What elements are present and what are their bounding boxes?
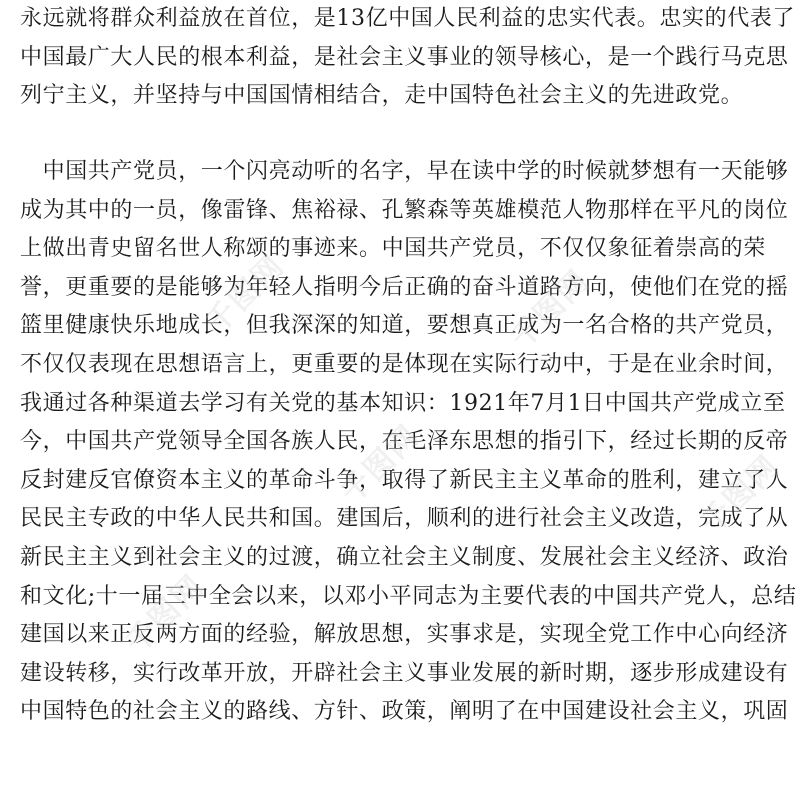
paragraph-2-line-3: 上做出青史留名世人称颂的事迹来。中国共产党员，不仅仅象征着崇高的荣 — [20, 236, 766, 262]
paragraph-2-line-12: 和文化;十一届三中全会以来，以邓小平同志为主要代表的中国共产党人，总结 — [20, 583, 797, 609]
paragraph-2-line-2: 成为其中的一员，像雷锋、焦裕禄、孔繁森等英雄模范人物那样在平凡的岗位 — [20, 197, 789, 223]
paragraph-1-line-1: 永远就将群众利益放在首位，是13亿中国人民利益的忠实代表。忠实的代表了 — [20, 6, 795, 31]
watermark: 千图网 — [694, 448, 787, 541]
paragraph-2-line-9: 反封建反官僚资本主义的革命斗争，取得了新民主主义革命的胜利，建立了人 — [20, 467, 789, 493]
paragraph-2-line-7: 我通过各种渠道去学习有关党的基本知识：1921年7月1日中国共产党成立至 — [20, 390, 786, 416]
paragraph-2-line-11: 新民主主义到社会主义的过渡，确立社会主义制度、发展社会主义经济、政治 — [20, 544, 789, 570]
paragraph-2-line-5: 篮里健康快乐地成长，但我深深的知道，要想真正成为一名合格的共产党员， — [20, 313, 789, 339]
paragraph-2-line-10: 民民主专政的中华人民共和国。建国后，顺利的进行社会主义改造，完成了从 — [20, 506, 789, 532]
watermark: 千图网 — [199, 248, 292, 341]
watermark: 千图网 — [504, 263, 597, 356]
paragraph-2-line-15: 中国特色的社会主义的路线、方针、政策，阐明了在中国建设社会主义，巩固 — [20, 699, 789, 725]
watermark: 千图网 — [334, 418, 427, 511]
paragraph-1 — [20, 0, 795, 116]
paragraph-1-line-2: 中国最广大人民的根本利益，是社会主义事业的领导核心，是一个践行马克思 — [20, 44, 789, 70]
paragraph-2-line-4: 誉，更重要的是能够为年轻人指明今后正确的奋斗道路方向，使他们在党的摇 — [20, 274, 789, 300]
paragraph-2-line-1: 中国共产党员，一个闪亮动听的名字，早在读中学的时候就梦想有一天能够 — [20, 159, 789, 184]
paragraph-2-line-6: 不仅仅表现在思想语言上，更重要的是体现在实际行动中，于是在业余时间， — [20, 351, 789, 377]
paragraph-1-line-3: 列宁主义，并坚持与中国国情相结合，走中国特色社会主义的先进政党。 — [20, 83, 744, 109]
watermark: 千图网 — [119, 568, 212, 661]
paragraph-2-line-14: 建设转移，实行改革开放，开辟社会主义事业发展的新时期，逐步形成建设有 — [20, 660, 789, 686]
paragraph-2-line-8: 今，中国共产党领导全国各族人民，在毛泽东思想的指引下，经过长期的反帝 — [20, 429, 789, 455]
paragraph-2-line-13: 建国以来正反两方面的经验，解放思想，实事求是，实现全党工作中心向经济 — [20, 622, 789, 648]
paragraph-2 — [20, 153, 797, 732]
